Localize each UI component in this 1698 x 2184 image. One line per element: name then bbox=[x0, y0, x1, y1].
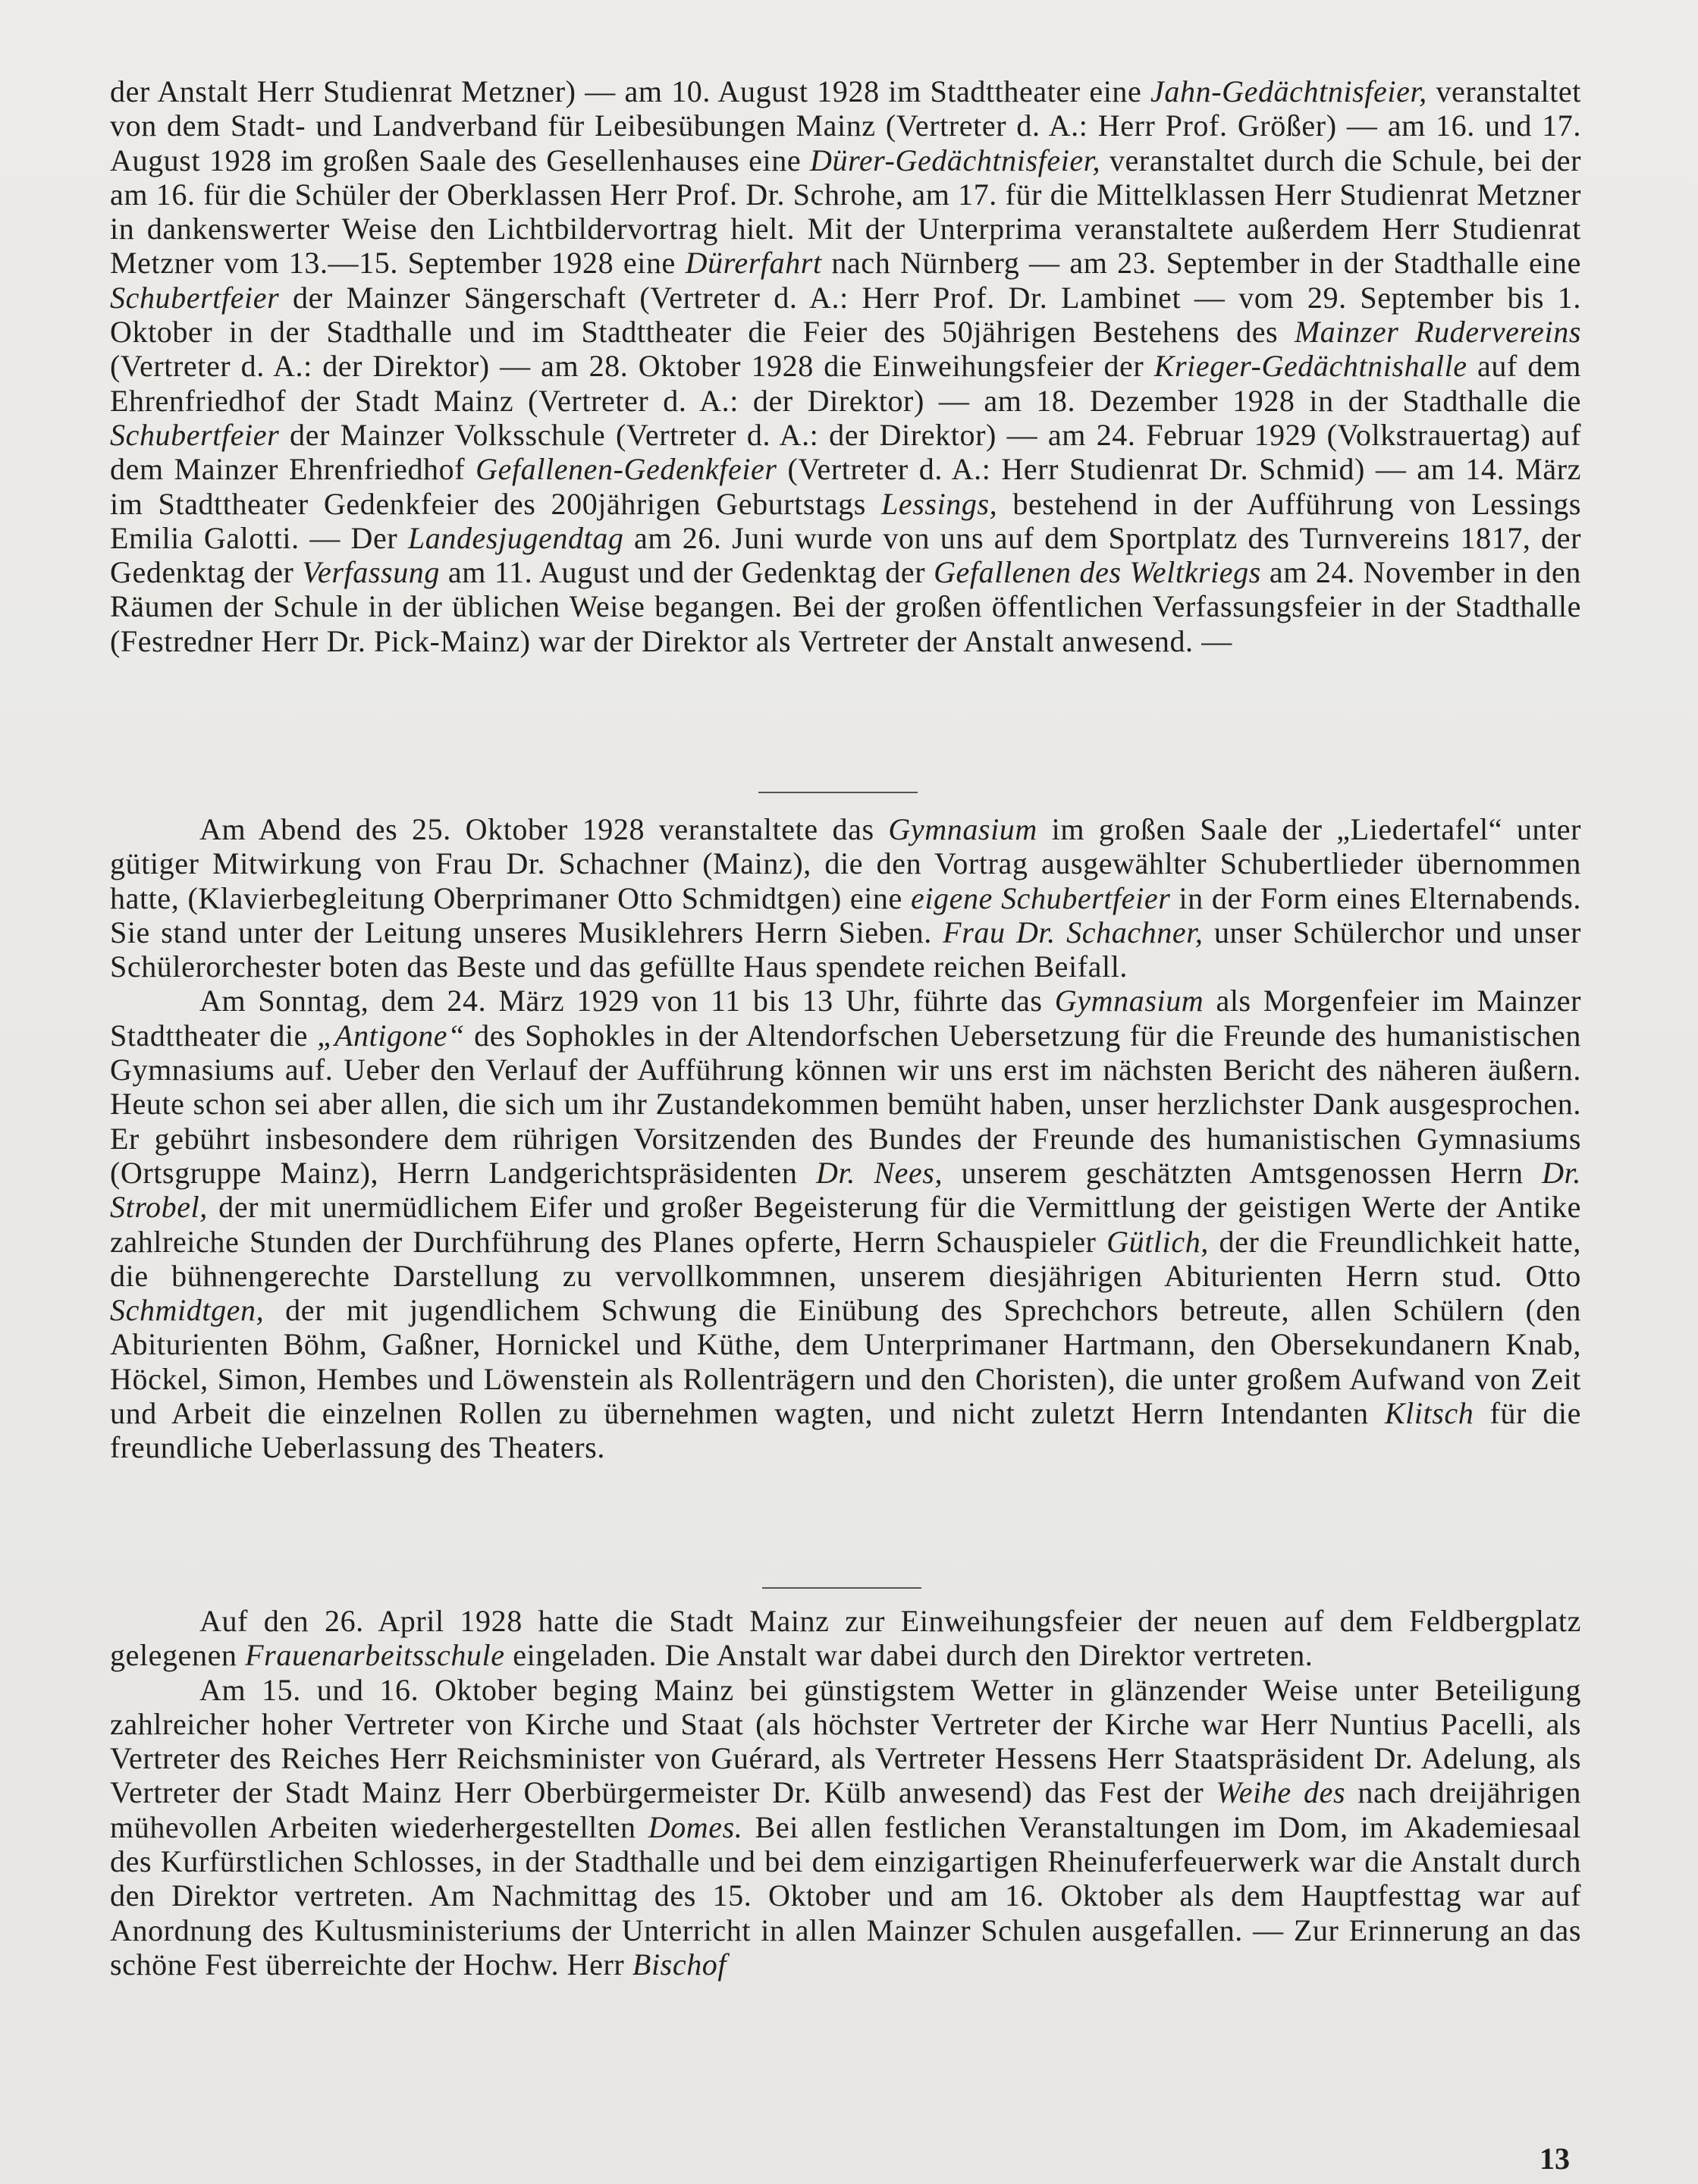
text-run: nach dreijährigen mühevollen Arbeiten wiederhergestellten bbox=[110, 1775, 1581, 1844]
italic-run: eigene Schubertfeier bbox=[910, 880, 1171, 915]
text-run: der Anstalt Herr Studienrat Metzner) — am 10. August 1928 im Stadttheater eine bbox=[110, 74, 1151, 108]
italic-run: Dürer-Gedächtnisfeier, bbox=[810, 143, 1101, 177]
italic-run: Schubertfeier bbox=[110, 417, 280, 452]
italic-run: „Antigone“ bbox=[317, 1018, 465, 1053]
italic-run: Landesjugendtag bbox=[407, 520, 624, 555]
text-run: in der Form eines Elternabends. Sie stand unter der Leitung unseres Musiklehrers Herrn Sieben. bbox=[110, 880, 1581, 949]
text-run: veranstaltet durch die Schule, bei der am 16. für die Schüler der Oberklassen Herr Prof. Dr. Schrohe, am 17. für die Mittelklassen Herr Studienrat Metzner in dankenswerter Weise den Lichtbildervortrag hielt. Mit der Unterprima veranstaltete außerdem Herr Studienrat Metzner vom 13.—15. September 1928 eine bbox=[110, 143, 1581, 281]
text-run: veranstaltet von dem Stadt- und Landverband für Leibesübungen Mainz (Vertreter d. A.: Herr Prof. Größer) — am 16. und 17. August 1928 im großen Saale des Gesellenhauses eine bbox=[110, 74, 1582, 177]
section-divider bbox=[758, 792, 918, 793]
text-block-events bbox=[110, 74, 1581, 658]
italic-run: Frau Dr. Schachner, bbox=[943, 915, 1204, 949]
italic-run: Mainzer Rudervereins bbox=[1294, 315, 1581, 350]
text-run: der Mainzer Volksschule (Vertreter d. A.: der Direktor) — am 24. Februar 1929 (Volkstrauertag) auf dem Mainzer Ehrenfriedhof bbox=[110, 417, 1581, 487]
italic-run: Frauenarbeitsschule bbox=[245, 1638, 505, 1673]
text-run: unser Schülerchor und unser Schülerorchester boten das Beste und das gefüllte Haus spendete reichen Beifall. bbox=[110, 915, 1581, 984]
text-block-city bbox=[110, 1604, 1581, 1982]
italic-run: Gymnasium bbox=[888, 812, 1037, 846]
text-run: im großen Saale der „Liedertafel“ unter gütiger Mitwirkung von Frau Dr. Schachner (Mainz), die den Vortrag ausgewählter Schubertlieder übernommen hatte, (Klavierbegleitung Oberprimaner Otto Schmidtgen) eine bbox=[110, 812, 1582, 915]
text-run: nach Nürnberg — am 23. September in der Stadthalle eine bbox=[821, 246, 1581, 281]
italic-run: Gymnasium bbox=[1054, 984, 1204, 1018]
italic-run: Dr. Strobel, bbox=[110, 1155, 1581, 1225]
text-run: für die freundliche Ueberlassung des Theaters. bbox=[110, 1396, 1581, 1465]
text-block-gymnasium bbox=[110, 812, 1581, 1465]
text-run: Bei allen festlichen Veranstaltungen im Dom, im Akademiesaal des Kurfürstlichen Schlosses, in der Stadthalle und bei dem einzigartigen Rheinuferfeuerwerk war die Anstalt durch den Direktor vertreten. Am Nachmittag des 15. Oktober und am 16. Oktober als dem Hauptfesttag war auf Anordnung des Kultusministeriums der Unterricht in allen Mainzer Schulen ausgefallen. — Zur Erinnerung an das schöne Fest überreichte der Hochw. Herr bbox=[110, 1809, 1582, 1982]
text-run: der mit jugendlichem Schwung die Einübung des Sprechchors betreute, allen Schülern (den Abiturienten Böhm, Gaßner, Hornickel und Küthe, dem Unterprimaner Hartmann, den Obersekundanern Knab, Höckel, Simon, Hembes und Löwenstein als Rollenträgern und den Choristen), die unter großem Aufwand von Zeit und Arbeit die einzelnen Rollen zu übernehmen wagten, und nicht zuletzt Herrn Intendanten bbox=[110, 1293, 1581, 1431]
text-run: auf dem Ehrenfriedhof der Stadt Mainz (Vertreter d. A.: der Direktor) — am 18. Dezember 1928 in der Stadthalle die bbox=[110, 349, 1581, 418]
italic-run: Klitsch bbox=[1384, 1396, 1474, 1431]
paragraph-domweihe bbox=[110, 1673, 1581, 1982]
paragraph-schubertfeier bbox=[110, 812, 1581, 984]
text-run: der Mainzer Sängerschaft (Vertreter d. A.: Herr Prof. Dr. Lambinet — vom 29. September bis 1. Oktober in der Stadthalle und im Stadttheater die Feier des 50jährigen Bestehens des bbox=[110, 280, 1581, 350]
paragraph-antigone bbox=[110, 984, 1581, 1464]
page-number: 13 bbox=[1539, 2142, 1570, 2176]
paragraph-frauenarbeitsschule bbox=[110, 1604, 1581, 1673]
italic-run: Schubertfeier bbox=[110, 280, 280, 315]
text-run: Am Abend des 25. Oktober 1928 veranstaltete das bbox=[199, 812, 889, 846]
italic-run: Verfassung bbox=[302, 555, 440, 590]
text-run: unserem geschätzten Amtsgenossen Herrn bbox=[943, 1155, 1543, 1190]
italic-run: Lessings, bbox=[881, 486, 998, 521]
text-run: bestehend in der Aufführung von Lessings Emilia Galotti. — Der bbox=[110, 486, 1581, 555]
text-run: (Vertreter d. A.: Herr Studienrat Dr. Schmid) — am 14. März im Stadttheater Gedenkfeier des 200jährigen Geburtstags bbox=[110, 452, 1581, 521]
text-run: Auf den 26. April 1928 hatte die Stadt Mainz zur Einweihungsfeier der neuen auf dem Feldbergplatz gelegenen bbox=[110, 1604, 1581, 1673]
italic-run: Jahn-Gedächtnisfeier, bbox=[1150, 74, 1427, 108]
text-run: am 24. November in den Räumen der Schule in der üblichen Weise begangen. Bei der großen öffentlichen Verfassungsfeier in der Stadthalle (Festredner Herr Dr. Pick-Mainz) war der Direktor als Vertreter der Anstalt anwesend. — bbox=[110, 555, 1581, 658]
text-run: als Morgenfeier im Mainzer Stadttheater die bbox=[110, 984, 1581, 1053]
italic-run: Bischof bbox=[632, 1947, 727, 1982]
italic-run: Gütlich, bbox=[1106, 1224, 1209, 1259]
text-run: der die Freundlichkeit hatte, die bühnengerechte Darstellung zu vervollkommnen, unserem diesjährigen Abiturienten Herrn stud. Otto bbox=[110, 1224, 1581, 1293]
italic-run: Dürerfahrt bbox=[685, 246, 822, 281]
text-run: des Sophokles in der Altendorfschen Uebersetzung für die Freunde des humanistischen Gymnasiums auf. Ueber den Verlauf der Aufführung können wir uns erst im nächsten Bericht des näheren äußern. Heute schon sei aber allen, die sich um ihr Zustandekommen bemüht haben, unser herzlichster Dank ausgesprochen. Er gebührt insbesondere dem rührigen Vorsitzenden des Bundes der Freunde des humanistischen Gymnasiums (Ortsgruppe Mainz), Herrn Landgerichtspräsidenten bbox=[110, 1018, 1581, 1190]
text-run: am 26. Juni wurde von uns auf dem Sportplatz des Turnvereins 1817, der Gedenktag der bbox=[110, 520, 1581, 590]
italic-run: Gefallenen-Gedenkfeier bbox=[476, 452, 777, 487]
italic-run: Schmidtgen, bbox=[110, 1293, 265, 1328]
text-run: Am 15. und 16. Oktober beging Mainz bei günstigstem Wetter in glänzender Weise unter Beteiligung zahlreicher hoher Vertreter von Kirche und Staat (als höchster Vertreter der Kirche war Herr Nuntius Pacelli, als Vertreter des Reiches Herr Reichsminister von Guérard, als Vertreter Hessens Herr Staatspräsident Dr. Adelung, als Vertreter der Stadt Mainz Herr Oberbürgermeister Dr. Külb anwesend) das Fest der bbox=[110, 1672, 1581, 1810]
text-run: eingeladen. Die Anstalt war dabei durch den Direktor vertreten. bbox=[504, 1638, 1314, 1673]
italic-run: Krieger-Gedächtnishalle bbox=[1153, 349, 1467, 384]
text-run: der mit unermüdlichem Eifer und großer Begeisterung für die Vermittlung der geistigen Werte der Antike zahlreiche Stunden der Durchführung des Planes opferte, Herrn Schauspieler bbox=[110, 1190, 1581, 1259]
italic-run: Dr. Nees, bbox=[815, 1155, 943, 1190]
paragraph-festivities bbox=[110, 74, 1581, 658]
text-run: (Vertreter d. A.: der Direktor) — am 28. Oktober 1928 die Einweihungsfeier der bbox=[110, 349, 1154, 384]
section-divider bbox=[762, 1587, 921, 1589]
italic-run: Domes. bbox=[648, 1809, 743, 1844]
italic-run: Gefallenen des Weltkriegs bbox=[934, 555, 1261, 590]
text-run: am 11. August und der Gedenktag der bbox=[440, 555, 934, 590]
text-run: Am Sonntag, dem 24. März 1929 von 11 bis 13 Uhr, führte das bbox=[199, 984, 1055, 1018]
italic-run: Weihe des bbox=[1216, 1775, 1346, 1810]
